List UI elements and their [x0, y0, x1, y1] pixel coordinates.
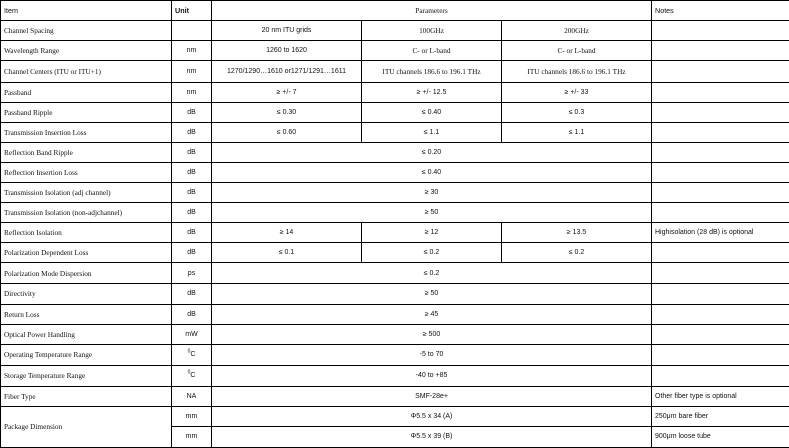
row-note — [652, 103, 789, 123]
row-param-1: 1270/1290…1610 or1271/1291…1611 — [212, 61, 362, 83]
row-label: Optical Power Handling — [1, 324, 172, 344]
row-unit: mm — [172, 426, 212, 447]
row-unit: nm — [172, 61, 212, 83]
row-value: -5 to 70 — [212, 344, 652, 365]
table-row — [1, 61, 789, 83]
row-param-1: ≥ 14 — [212, 223, 362, 243]
row-unit: nm — [172, 83, 212, 103]
table-row — [1, 406, 789, 426]
row-note: Other fiber type is optional — [652, 386, 789, 406]
row-label: Passband — [1, 83, 172, 103]
row-value: Φ5.5 x 39 (B) — [212, 426, 652, 447]
row-value: ≥ 50 — [212, 284, 652, 304]
row-label: Transmission Isolation (non-adjchannel) — [1, 203, 172, 223]
row-note — [652, 284, 789, 304]
table-row — [1, 243, 789, 263]
row-value: ≤ 0.2 — [212, 263, 652, 284]
table-row — [1, 284, 789, 304]
row-label: Reflection Isolation — [1, 223, 172, 243]
row-label: Wavelength Range — [1, 41, 172, 61]
row-label: Reflection Insertion Loss — [1, 163, 172, 183]
row-param-2: C- or L-band — [362, 41, 502, 61]
row-param-3: ≥ +/- 33 — [502, 83, 652, 103]
row-param-3: ≤ 1.1 — [502, 123, 652, 143]
table-row — [1, 163, 789, 183]
row-param-1: 1260 to 1620 — [212, 41, 362, 61]
table-row — [1, 41, 789, 61]
row-note — [652, 183, 789, 203]
row-unit: dB — [172, 223, 212, 243]
row-param-1: ≤ 0.1 — [212, 243, 362, 263]
row-note: 250μm bare fiber — [652, 406, 789, 426]
header-notes: Notes — [652, 1, 789, 21]
table-row — [1, 83, 789, 103]
row-value: ≥ 500 — [212, 324, 652, 344]
row-unit — [172, 344, 212, 365]
row-value: SMF-28e+ — [212, 386, 652, 406]
row-unit: dB — [172, 183, 212, 203]
header-item: Item — [1, 1, 172, 21]
table-row — [1, 103, 789, 123]
row-note — [652, 83, 789, 103]
row-unit: dB — [172, 163, 212, 183]
row-value: ≤ 0.40 — [212, 163, 652, 183]
row-label: Channel Centers (ITU or ITU+1) — [1, 61, 172, 83]
row-note — [652, 365, 789, 386]
table-row — [1, 386, 789, 406]
row-unit: mW — [172, 324, 212, 344]
row-note — [652, 41, 789, 61]
row-param-1: ≤ 0.30 — [212, 103, 362, 123]
row-label: Passband Ripple — [1, 103, 172, 123]
row-value: Φ5.5 x 34 (A) — [212, 406, 652, 426]
row-label: Channel Spacing — [1, 21, 172, 41]
header-parameters: Parameters — [212, 1, 652, 21]
row-label: Storage Temperature Range — [1, 365, 172, 386]
row-label: Transmission Isolation (adj channel) — [1, 183, 172, 203]
row-label: Polarization Dependent Loss — [1, 243, 172, 263]
row-value: ≥ 30 — [212, 183, 652, 203]
row-param-3: ≥ 13.5 — [502, 223, 652, 243]
row-unit: dB — [172, 243, 212, 263]
row-unit: dB — [172, 203, 212, 223]
row-unit: dB — [172, 304, 212, 324]
row-unit: nm — [172, 41, 212, 61]
header-unit: Unit — [172, 1, 212, 21]
table-row — [1, 324, 789, 344]
row-unit: mm — [172, 406, 212, 426]
table-row — [1, 365, 789, 386]
table-row — [1, 183, 789, 203]
row-note — [652, 203, 789, 223]
table-row — [1, 21, 789, 41]
row-unit: dB — [172, 103, 212, 123]
table-row — [1, 263, 789, 284]
row-param-3: 200GHz — [502, 21, 652, 41]
row-note — [652, 344, 789, 365]
row-note — [652, 143, 789, 163]
row-param-2: ITU channels 186.6 to 196.1 THz — [362, 61, 502, 83]
row-note — [652, 163, 789, 183]
row-note — [652, 304, 789, 324]
row-unit: ps — [172, 263, 212, 284]
row-param-1: ≥ +/- 7 — [212, 83, 362, 103]
row-unit: dB — [172, 284, 212, 304]
row-param-2: 100GHz — [362, 21, 502, 41]
row-param-2: ≥ +/- 12.5 — [362, 83, 502, 103]
row-param-3: C- or L-band — [502, 41, 652, 61]
row-label: Transmission Insertion Loss — [1, 123, 172, 143]
row-unit: dB — [172, 123, 212, 143]
row-label: Operating Temperature Range — [1, 344, 172, 365]
row-value: ≤ 0.20 — [212, 143, 652, 163]
row-note — [652, 324, 789, 344]
row-value: -40 to +85 — [212, 365, 652, 386]
row-param-3: ITU channels 186.6 to 196.1 THz — [502, 61, 652, 83]
row-label: Package Dimension — [1, 406, 172, 447]
table-row — [1, 223, 789, 243]
row-note: Highisolation (28 dB) is optional — [652, 223, 789, 243]
row-param-2: ≤ 0.2 — [362, 243, 502, 263]
row-param-2: ≤ 1.1 — [362, 123, 502, 143]
row-param-3: ≤ 0.3 — [502, 103, 652, 123]
row-label: Polarization Mode Dispersion — [1, 263, 172, 284]
row-param-1: 20 nm ITU grids — [212, 21, 362, 41]
row-unit: dB — [172, 143, 212, 163]
row-note: 900μm loose tube — [652, 426, 789, 447]
table-row — [1, 203, 789, 223]
row-unit — [172, 21, 212, 41]
table-row — [1, 123, 789, 143]
row-note — [652, 21, 789, 41]
row-param-1: ≤ 0.60 — [212, 123, 362, 143]
row-unit: NA — [172, 386, 212, 406]
row-value: ≥ 50 — [212, 203, 652, 223]
unit-degree: 0 — [187, 348, 191, 355]
row-unit — [172, 365, 212, 386]
row-label: Return Loss — [1, 304, 172, 324]
row-label: Directivity — [1, 284, 172, 304]
header-row — [1, 1, 789, 21]
unit-celsius: C — [190, 372, 196, 380]
unit-degree: 0 — [187, 369, 191, 376]
row-note — [652, 243, 789, 263]
row-note — [652, 263, 789, 284]
row-param-3: ≤ 0.2 — [502, 243, 652, 263]
row-label: Fiber Type — [1, 386, 172, 406]
unit-celsius: C — [190, 351, 196, 359]
row-param-2: ≥ 12 — [362, 223, 502, 243]
row-value: ≥ 45 — [212, 304, 652, 324]
table-row — [1, 344, 789, 365]
table-row — [1, 143, 789, 163]
row-note — [652, 61, 789, 83]
table-row — [1, 304, 789, 324]
row-note — [652, 123, 789, 143]
row-label: Reflection Band Ripple — [1, 143, 172, 163]
row-param-2: ≤ 0.40 — [362, 103, 502, 123]
